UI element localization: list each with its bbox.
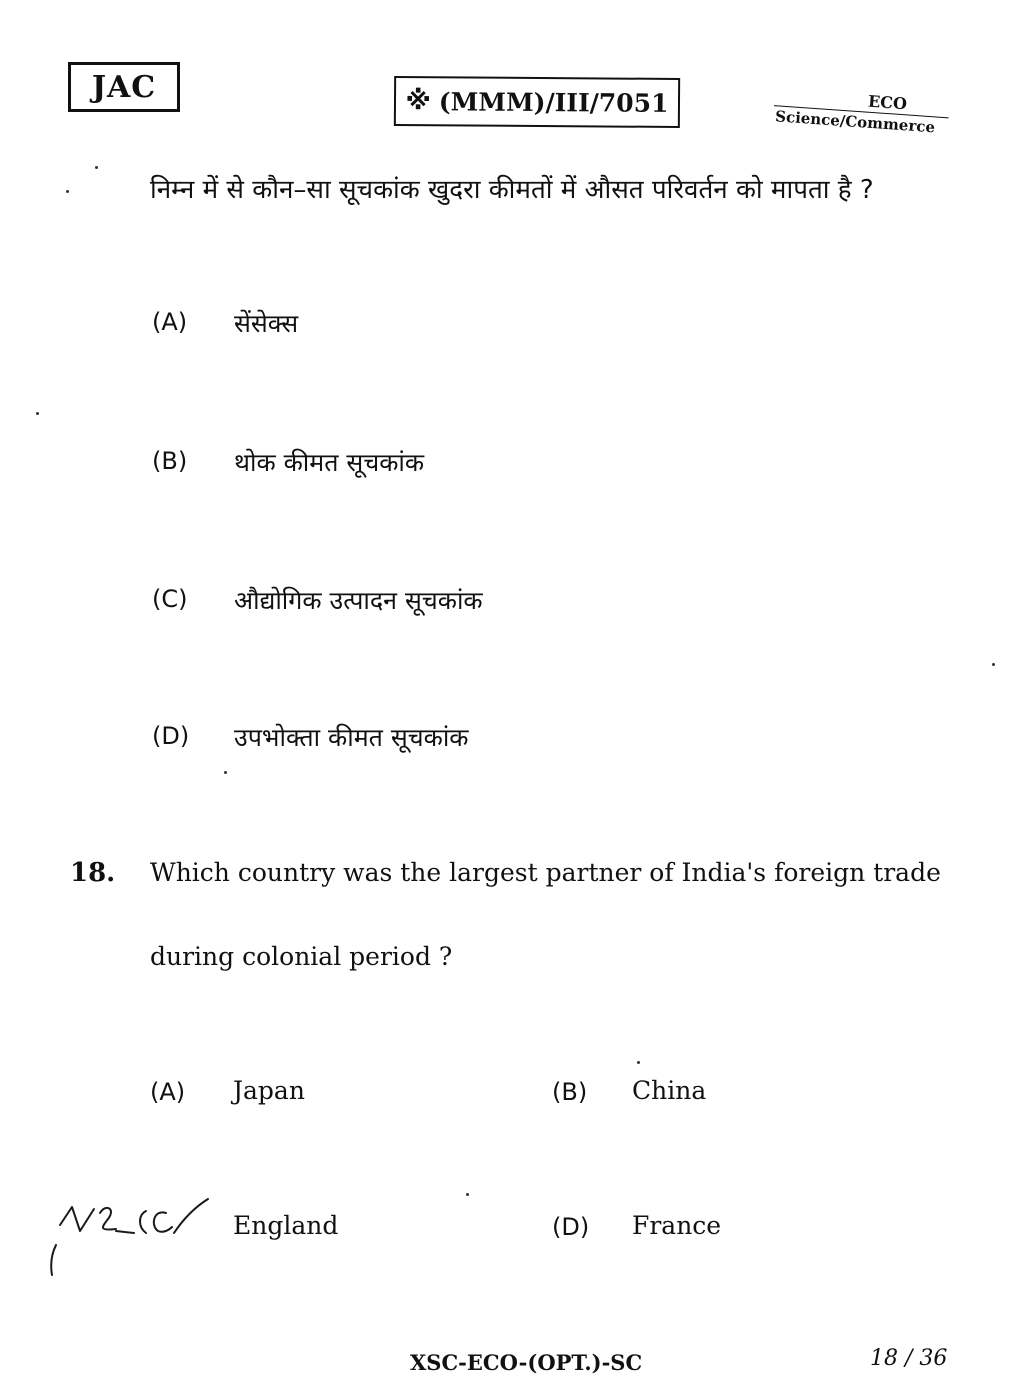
english-option-b xyxy=(552,1078,587,1106)
hindi-question-text: निम्न में से कौन–सा सूचकांक खुदरा कीमतों में औसत परिवर्तन को मापता है ? xyxy=(150,175,874,205)
stream-label: Science/Commerce xyxy=(774,107,936,137)
option-label: (D) xyxy=(552,1213,590,1241)
handwritten-mark-icon xyxy=(42,1195,217,1285)
paper-code-box xyxy=(394,76,680,128)
scan-speck xyxy=(637,1061,640,1064)
asterisk-icon: ※ xyxy=(405,86,431,117)
scan-speck xyxy=(95,166,98,169)
scan-speck xyxy=(66,190,69,193)
subject-stream-label xyxy=(771,86,973,139)
option-label: (A) xyxy=(152,308,188,336)
option-label: (B) xyxy=(152,447,188,475)
scan-speck xyxy=(466,1193,469,1196)
option-label: (A) xyxy=(150,1078,186,1106)
board-logo-box xyxy=(68,62,180,112)
english-option-d xyxy=(552,1213,589,1241)
hindi-option-c xyxy=(152,585,187,613)
scan-speck xyxy=(992,663,995,666)
hindi-option-b-text: थोक कीमत सूचकांक xyxy=(234,448,425,477)
hindi-option-d xyxy=(152,722,189,750)
hindi-option-b xyxy=(152,447,187,475)
hindi-option-d-text: उपभोक्ता कीमत सूचकांक xyxy=(234,723,469,752)
english-option-b-text: China xyxy=(632,1076,707,1105)
scan-speck xyxy=(224,771,227,774)
option-label: (D) xyxy=(152,722,190,750)
page-number: 18 / 36 xyxy=(870,1346,948,1371)
hindi-option-a-text: सेंसेक्स xyxy=(234,309,299,338)
paper-code: (MMM)/III/7051 xyxy=(438,86,669,118)
option-label: (B) xyxy=(552,1078,588,1106)
question-text-line-1: Which country was the largest partner of India's foreign trade xyxy=(150,858,941,887)
english-option-a xyxy=(150,1078,185,1106)
hindi-option-a xyxy=(152,308,187,336)
english-option-a-text: Japan xyxy=(233,1076,305,1105)
subject-label: ECO xyxy=(867,91,908,114)
option-label: (C) xyxy=(152,585,188,613)
english-option-d-text: France xyxy=(632,1211,722,1240)
question-text-line-2: during colonial period ? xyxy=(150,942,453,971)
english-option-c-text: England xyxy=(233,1211,339,1240)
board-name: JAC xyxy=(91,69,157,105)
footer-paper-code: XSC-ECO-(OPT.)-SC xyxy=(410,1350,643,1375)
scan-speck xyxy=(36,412,39,415)
hindi-option-c-text: औद्योगिक उत्पादन सूचकांक xyxy=(234,586,483,615)
question-number: 18. xyxy=(70,858,116,888)
